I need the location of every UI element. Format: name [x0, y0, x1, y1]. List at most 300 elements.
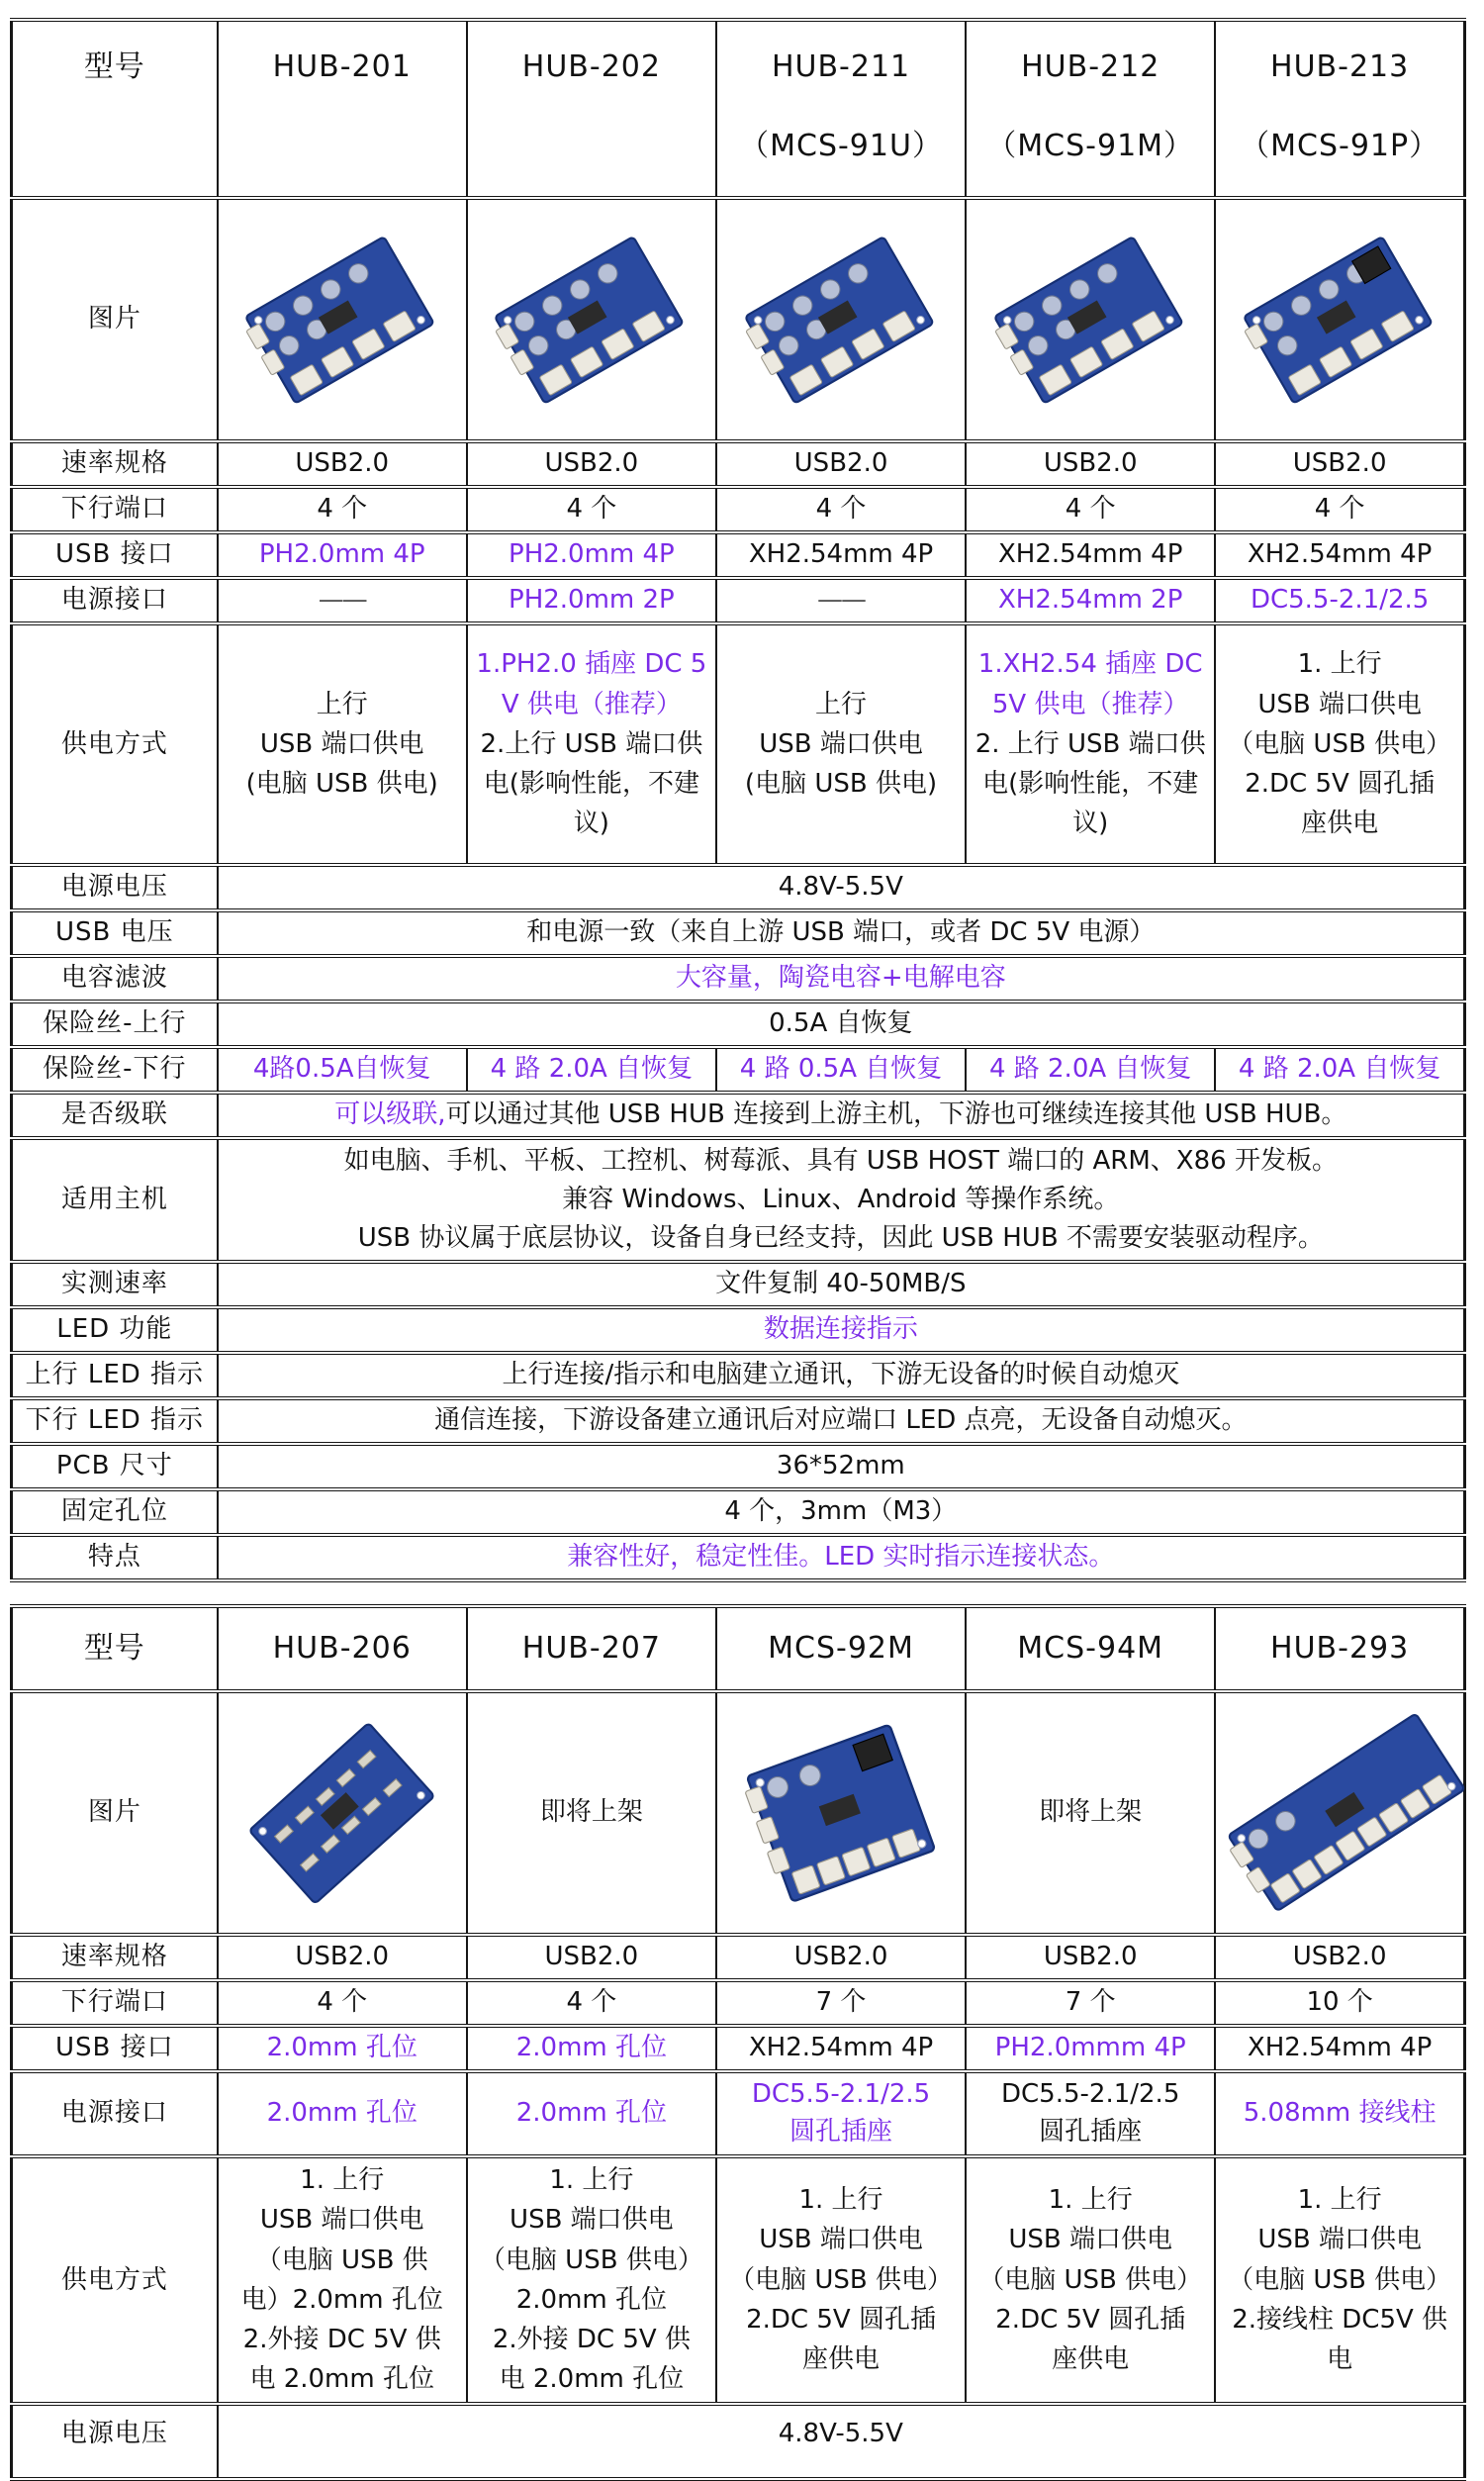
model-label: 型号: [12, 1606, 218, 1691]
row-mount-holes: [12, 1489, 1465, 1535]
cell-line: USB2.0: [793, 1942, 888, 1972]
cell-line: 7 个: [1065, 1987, 1116, 2018]
fuse-downstream-col3: [716, 1047, 966, 1093]
pcb-4port-image: [989, 234, 1192, 407]
upstream-led-label: 上行 LED 指示: [12, 1353, 218, 1398]
cell-text: DC5.5-2.1/2.5: [751, 2079, 931, 2110]
pcb-small-image: [245, 1719, 438, 1908]
cell-line: [974, 644, 1206, 724]
cell-line: XH2.54mm 4P: [997, 539, 1183, 570]
row-upstream-led: [12, 1353, 1465, 1398]
cell-line: 即将上架: [539, 1797, 643, 1828]
cell-line: USB2.0: [1292, 1942, 1387, 1972]
cell-text-segment: 可以通过其他 USB HUB 连接到上游主机，下游也可继续连接其他 USB HUB。: [445, 1099, 1347, 1130]
cell-text: XH2.54mm 2P: [997, 585, 1183, 616]
usb-connector-col5: [1215, 532, 1464, 578]
cell-line: XH2.54mm 4P: [1247, 539, 1433, 570]
power-connector-col2: [467, 578, 716, 623]
cell-text: 5.08mm 接线柱: [1243, 2098, 1437, 2129]
downstream-ports-col5: [1215, 487, 1464, 532]
cell-line: [974, 1051, 1206, 1089]
cell-line: 上行连接/指示和电脑建立通讯，下游无设备的时候自动熄灭: [502, 1360, 1180, 1390]
cell-line: [974, 2030, 1206, 2067]
image-col2: [467, 1691, 716, 1935]
cell-line: USB 端口供电: [759, 728, 923, 759]
model-col3: [716, 1606, 966, 1691]
image-label: 图片: [12, 198, 218, 441]
pcb-size-label: PCB 尺寸: [12, 1444, 218, 1489]
row-model: [12, 1606, 1465, 1691]
usb-connector-label: USB 接口: [12, 2026, 218, 2071]
cell-line: [227, 2095, 458, 2133]
cell-line: HUB-211: [771, 49, 911, 84]
cell-line: [476, 2030, 707, 2067]
cell-text: 数据连接指示: [763, 1314, 918, 1345]
image-label: 图片: [12, 1691, 218, 1935]
power-supply-mode-col5: [1215, 2156, 1464, 2404]
cell-text: 4 路 2.0A 自恢复: [1238, 1054, 1441, 1085]
usb-connector-col3: [716, 2026, 966, 2071]
cell-line: 4 个: [815, 494, 867, 525]
cell-line: 2.DC 5V 圆孔插: [746, 2305, 936, 2336]
cell-line: （MCS-91M）: [986, 128, 1195, 163]
model-col1: [218, 20, 467, 198]
supply-voltage-label: 电源电压: [12, 865, 218, 910]
cascade-value: [218, 1093, 1465, 1138]
downstream-ports-col5: [1215, 1980, 1464, 2026]
cascade-label: 是否级联: [12, 1093, 218, 1138]
cell-line: （电脑 USB 供电）: [479, 2244, 703, 2275]
downstream-ports-col3: [716, 1980, 966, 2026]
power-supply-mode-label: 供电方式: [12, 623, 218, 865]
power-connector-col4: [966, 578, 1215, 623]
cell-line: 4 个: [1314, 494, 1365, 525]
cell-line: 10 个: [1306, 1987, 1373, 2018]
row-image: [12, 198, 1465, 441]
cell-line: [227, 582, 458, 620]
row-power-connector: [12, 2071, 1465, 2156]
image-col2: [467, 198, 716, 441]
image-col4: [966, 198, 1215, 441]
image-col5: [1215, 198, 1464, 441]
cell-text: ——: [318, 585, 366, 616]
speed-spec-col5: [1215, 441, 1464, 487]
fuse-downstream-col2: [467, 1047, 716, 1093]
row-usb-connector: [12, 532, 1465, 578]
power-connector-col1: [218, 2071, 467, 2156]
cell-line: （MCS-91P）: [1240, 128, 1440, 163]
cell-line: [227, 1311, 1455, 1349]
row-image: [12, 1691, 1465, 1935]
cell-line: 文件复制 40-50MB/S: [715, 1269, 967, 1299]
row-usb-connector: [12, 2026, 1465, 2071]
cell-line: 电 2.0mm 孔位: [499, 2364, 685, 2395]
power-connector-col5: [1215, 2071, 1464, 2156]
downstream-ports-col2: [467, 487, 716, 532]
mount-holes-value: [218, 1489, 1465, 1535]
model-label: 型号: [12, 20, 218, 198]
image-col3: [716, 1691, 966, 1935]
cell-line: 上行: [316, 689, 368, 719]
compatible-hosts-value: [218, 1138, 1465, 1262]
hub-comparison-table-1: [10, 18, 1466, 1582]
cell-line: USB 端口供电: [1257, 2225, 1422, 2255]
supply-voltage-label: 电源电压: [12, 2404, 218, 2479]
supply-voltage-value: [218, 2404, 1465, 2479]
model-col5: [1215, 20, 1464, 198]
cell-line: MCS-94M: [1017, 1631, 1164, 1667]
upstream-led-value: [218, 1353, 1465, 1398]
cell-line: (电脑 USB 供电): [245, 769, 438, 800]
row-supply-voltage: [12, 2404, 1465, 2479]
speed-spec-col5: [1215, 1935, 1464, 1980]
speed-spec-col4: [966, 441, 1215, 487]
row-speed-spec: [12, 1935, 1465, 1980]
cell-text: PH2.0mm 4P: [258, 539, 425, 570]
row-power-supply-mode: [12, 2156, 1465, 2404]
row-features: [12, 1535, 1465, 1580]
power-supply-mode-col4: [966, 2156, 1215, 2404]
cell-line: 座供电: [1052, 2344, 1130, 2375]
cell-line: 2.DC 5V 圆孔插: [995, 2305, 1186, 2336]
cell-text: 2.0mm 孔位: [515, 2098, 668, 2129]
cell-line: HUB-207: [521, 1631, 661, 1667]
supply-voltage-value: [218, 865, 1465, 910]
row-compatible-hosts: [12, 1138, 1465, 1262]
row-fuse-downstream: [12, 1047, 1465, 1093]
cell-line: 2.接线柱 DC5V 供: [1232, 2305, 1448, 2336]
usb-connector-col2: [467, 532, 716, 578]
cell-line: USB2.0: [295, 1942, 390, 1972]
cell-line: 2. 上行 USB 端口供电(影响性能，不建议): [974, 728, 1206, 839]
compatible-hosts-label: 适用主机: [12, 1138, 218, 1262]
cell-line: （电脑 USB 供电）: [1228, 2264, 1452, 2295]
row-downstream-led: [12, 1398, 1465, 1444]
cell-line: 2.上行 USB 端口供电(影响性能，不建议): [480, 728, 703, 839]
model-col5: [1215, 1606, 1464, 1691]
downstream-led-label: 下行 LED 指示: [12, 1398, 218, 1444]
row-cascade: [12, 1093, 1465, 1138]
cell-line: USB 端口供电: [510, 2205, 674, 2236]
pcb-4port-dc-image: [1239, 234, 1441, 407]
pcb-size-value: [218, 1444, 1465, 1489]
fuse-downstream-col4: [966, 1047, 1215, 1093]
downstream-led-value: [218, 1398, 1465, 1444]
capacitor-filter-label: 电容滤波: [12, 956, 218, 1002]
power-supply-mode-col3: [716, 2156, 966, 2404]
cell-line: [227, 1051, 458, 1089]
cell-line: 1. 上行: [1297, 649, 1382, 680]
cell-line: [227, 1097, 1455, 1134]
cell-line: 4 个，3mm（M3）: [724, 1496, 958, 1527]
cell-line: 电: [1327, 2344, 1353, 2375]
row-capacitor-filter: [12, 956, 1465, 1002]
row-power-connector: [12, 578, 1465, 623]
cell-line: 和电源一致（来自上游 USB 端口，或者 DC 5V 电源）: [526, 917, 1156, 948]
cell-text: 2.0mm 孔位: [515, 2033, 668, 2063]
pcb-10port-image: [1224, 1710, 1469, 1916]
pcb-7port-image: [742, 1720, 940, 1906]
row-downstream-ports: [12, 1980, 1465, 2026]
cell-line: HUB-212: [1021, 49, 1160, 84]
power-connector-col1: [218, 578, 467, 623]
fuse-downstream-col5: [1215, 1047, 1464, 1093]
measured-speed-label: 实测速率: [12, 1262, 218, 1307]
power-connector-col4: [966, 2071, 1215, 2156]
cell-line: 1. 上行: [300, 2165, 385, 2195]
power-supply-mode-col3: [716, 623, 966, 865]
cell-line: [476, 1051, 707, 1089]
power-supply-mode-label: 供电方式: [12, 2156, 218, 2404]
power-supply-mode-col5: [1215, 623, 1464, 865]
fuse-upstream-label: 保险丝-上行: [12, 1002, 218, 1047]
cell-line: 36*52mm: [776, 1451, 905, 1481]
power-supply-mode-col2: [467, 2156, 716, 2404]
power-connector-label: 电源接口: [12, 2071, 218, 2156]
model-col4: [966, 20, 1215, 198]
cell-line: HUB-201: [272, 49, 412, 84]
speed-spec-col1: [218, 1935, 467, 1980]
cell-line: （电脑 USB 供电）: [1228, 728, 1452, 759]
model-col1: [218, 1606, 467, 1691]
power-supply-mode-col1: [218, 2156, 467, 2404]
cell-line: [227, 2030, 458, 2067]
model-col2: [467, 1606, 716, 1691]
speed-spec-col2: [467, 441, 716, 487]
power-connector-col3: [716, 2071, 966, 2156]
cell-line: 4.8V-5.5V: [778, 2418, 903, 2448]
cell-line: （电脑 USB 供电）: [978, 2264, 1203, 2295]
cell-line: [476, 644, 707, 724]
cell-text: PH2.0mm 4P: [509, 539, 675, 570]
cell-line: [725, 2076, 957, 2114]
cell-line: 兼容 Windows、Linux、Android 等操作系统。: [562, 1185, 1120, 1214]
row-power-supply-mode: [12, 623, 1465, 865]
cell-text: 圆孔插座: [789, 2117, 893, 2147]
cell-line: 即将上架: [1039, 1797, 1143, 1828]
downstream-ports-col1: [218, 1980, 467, 2026]
power-connector-col2: [467, 2071, 716, 2156]
cell-line: （电脑 USB 供电）: [729, 2264, 953, 2295]
cell-line: MCS-92M: [768, 1631, 914, 1667]
power-supply-mode-col1: [218, 623, 467, 865]
cell-line: 电 2.0mm 孔位: [249, 2364, 434, 2395]
cell-line: 座供电: [1301, 809, 1379, 839]
cell-text: 1.PH2.0 插座 DC 5V 供电（推荐）: [476, 649, 707, 719]
cell-line: USB 端口供电: [759, 2225, 923, 2255]
cell-line: USB 端口供电: [259, 2205, 424, 2236]
cell-line: USB 协议属于底层协议，设备自身已经支持，因此 USB HUB 不需要安装驱动程序。: [357, 1223, 1324, 1253]
cell-line: 4 个: [317, 494, 368, 525]
pcb-4port-image: [740, 234, 943, 407]
cell-line: [227, 960, 1455, 998]
cell-line: 0.5A 自恢复: [769, 1008, 913, 1039]
measured-speed-value: [218, 1262, 1465, 1307]
features-value: [218, 1535, 1465, 1580]
speed-spec-label: 速率规格: [12, 1935, 218, 1980]
cell-line: HUB-213: [1270, 49, 1410, 84]
cell-text: 4 路 0.5A 自恢复: [739, 1054, 943, 1085]
fuse-upstream-value: [218, 1002, 1465, 1047]
cell-text: 4路0.5A自恢复: [252, 1054, 431, 1085]
cell-line: 4 个: [317, 1987, 368, 2018]
cell-line: HUB-293: [1270, 1631, 1410, 1667]
row-measured-speed: [12, 1262, 1465, 1307]
pcb-4port-image: [490, 234, 693, 407]
model-col3: [716, 20, 966, 198]
cell-line: USB2.0: [1043, 448, 1138, 479]
speed-spec-col2: [467, 1935, 716, 1980]
cell-line: [974, 582, 1206, 620]
row-model: [12, 20, 1465, 198]
cell-line: [476, 536, 707, 574]
cell-text: 1.XH2.54 插座 DC 5V 供电（推荐）: [977, 649, 1203, 719]
cell-line: [725, 582, 957, 620]
usb-voltage-label: USB 电压: [12, 910, 218, 956]
cell-line: [1224, 2095, 1455, 2133]
cell-line: [227, 536, 458, 574]
cell-line: 4 个: [566, 494, 617, 525]
row-fuse-upstream: [12, 1002, 1465, 1047]
cell-text: 大容量，陶瓷电容+电解电容: [675, 963, 1006, 994]
cell-line: 7 个: [815, 1987, 867, 2018]
speed-spec-col3: [716, 1935, 966, 1980]
cell-line: [476, 2095, 707, 2133]
cell-line: XH2.54mm 4P: [748, 539, 934, 570]
cell-line: 电）2.0mm 孔位: [240, 2284, 443, 2315]
usb-voltage-value: [218, 910, 1465, 956]
cell-line: USB2.0: [1043, 1942, 1138, 1972]
cell-line: 4 个: [566, 1987, 617, 2018]
usb-connector-col1: [218, 2026, 467, 2071]
cell-text: PH2.0mmm 4P: [994, 2033, 1186, 2063]
cell-line: （MCS-91U）: [739, 128, 943, 163]
cell-line: USB2.0: [1292, 448, 1387, 479]
cell-line: 圆孔插座: [1039, 2117, 1143, 2147]
led-function-label: LED 功能: [12, 1307, 218, 1353]
cell-line: USB 端口供电: [1008, 2225, 1172, 2255]
usb-connector-label: USB 接口: [12, 532, 218, 578]
cell-line: HUB-206: [272, 1631, 412, 1667]
cell-text: PH2.0mm 2P: [509, 585, 675, 616]
cell-line: 如电脑、手机、平板、工控机、树莓派、具有 USB HOST 端口的 ARM、X86 开发板。: [343, 1146, 1338, 1176]
cell-line: 1. 上行: [798, 2185, 883, 2216]
cell-line: XH2.54mm 4P: [748, 2033, 934, 2063]
cell-text: 4 路 2.0A 自恢复: [490, 1054, 694, 1085]
cell-line: 2.DC 5V 圆孔插: [1245, 769, 1436, 800]
cell-line: 4.8V-5.5V: [778, 872, 903, 903]
cell-line: USB2.0: [544, 1942, 639, 1972]
downstream-ports-col3: [716, 487, 966, 532]
power-connector-label: 电源接口: [12, 578, 218, 623]
cell-text: 兼容性好，稳定性佳。LED 实时指示连接状态。: [567, 1542, 1115, 1573]
usb-connector-col3: [716, 532, 966, 578]
image-col5: [1215, 1691, 1464, 1935]
power-connector-col3: [716, 578, 966, 623]
image-col4: [966, 1691, 1215, 1935]
power-supply-mode-col2: [467, 623, 716, 865]
cell-line: 上行: [815, 689, 868, 719]
cell-text: ——: [817, 585, 866, 616]
model-col4: [966, 1606, 1215, 1691]
capacitor-filter-value: [218, 956, 1465, 1002]
cell-line: 4 个: [1065, 494, 1116, 525]
downstream-ports-col4: [966, 1980, 1215, 2026]
row-led-function: [12, 1307, 1465, 1353]
cell-line: HUB-202: [521, 49, 661, 84]
features-label: 特点: [12, 1535, 218, 1580]
image-col1: [218, 1691, 467, 1935]
cell-line: [1224, 582, 1455, 620]
image-col1: [218, 198, 467, 441]
usb-connector-col4: [966, 2026, 1215, 2071]
cell-line: XH2.54mm 4P: [1247, 2033, 1433, 2063]
led-function-value: [218, 1307, 1465, 1353]
usb-connector-col1: [218, 532, 467, 578]
cell-line: 1. 上行: [549, 2165, 634, 2195]
cell-text: 2.0mm 孔位: [266, 2098, 417, 2129]
downstream-ports-col2: [467, 1980, 716, 2026]
cell-text-segment: 可以级联,: [334, 1099, 446, 1130]
cell-line: DC5.5-2.1/2.5: [1001, 2079, 1180, 2110]
cell-line: 1. 上行: [1297, 2185, 1382, 2216]
cell-text: 4 路 2.0A 自恢复: [988, 1054, 1192, 1085]
cell-text: 2.0mm 孔位: [266, 2033, 417, 2063]
cell-line: 2.外接 DC 5V 供: [242, 2325, 441, 2355]
cell-line: USB 端口供电: [259, 728, 424, 759]
cell-line: [476, 582, 707, 620]
downstream-ports-col1: [218, 487, 467, 532]
row-downstream-ports: [12, 487, 1465, 532]
cell-line: 通信连接，下游设备建立通讯后对应端口 LED 点亮，无设备自动熄灭。: [434, 1405, 1248, 1436]
cell-line: [725, 1051, 957, 1089]
image-col3: [716, 198, 966, 441]
fuse-downstream-label: 保险丝-下行: [12, 1047, 218, 1093]
cell-line: USB2.0: [793, 448, 888, 479]
row-usb-voltage: [12, 910, 1465, 956]
cell-line: [725, 2114, 957, 2151]
cell-line: USB 端口供电: [1257, 689, 1422, 719]
speed-spec-col4: [966, 1935, 1215, 1980]
cell-text: DC5.5-2.1/2.5: [1250, 585, 1430, 616]
fuse-downstream-col1: [218, 1047, 467, 1093]
cell-line: USB2.0: [295, 448, 390, 479]
usb-connector-col5: [1215, 2026, 1464, 2071]
row-pcb-size: [12, 1444, 1465, 1489]
cell-line: USB2.0: [544, 448, 639, 479]
cell-line: 座供电: [802, 2344, 881, 2375]
usb-connector-col4: [966, 532, 1215, 578]
cell-line: 1. 上行: [1048, 2185, 1133, 2216]
usb-connector-col2: [467, 2026, 716, 2071]
cell-line: 2.0mm 孔位: [515, 2284, 668, 2315]
row-supply-voltage: [12, 865, 1465, 910]
hub-comparison-table-2: [10, 1604, 1466, 2481]
row-speed-spec: [12, 441, 1465, 487]
mount-holes-label: 固定孔位: [12, 1489, 218, 1535]
model-col2: [467, 20, 716, 198]
cell-line: （电脑 USB 供: [255, 2244, 428, 2275]
downstream-ports-col4: [966, 487, 1215, 532]
cell-line: [227, 1539, 1455, 1576]
power-connector-col5: [1215, 578, 1464, 623]
cell-line: (电脑 USB 供电): [744, 769, 938, 800]
speed-spec-col1: [218, 441, 467, 487]
power-supply-mode-col4: [966, 623, 1215, 865]
cell-line: 2.外接 DC 5V 供: [492, 2325, 691, 2355]
downstream-ports-label: 下行端口: [12, 487, 218, 532]
downstream-ports-label: 下行端口: [12, 1980, 218, 2026]
